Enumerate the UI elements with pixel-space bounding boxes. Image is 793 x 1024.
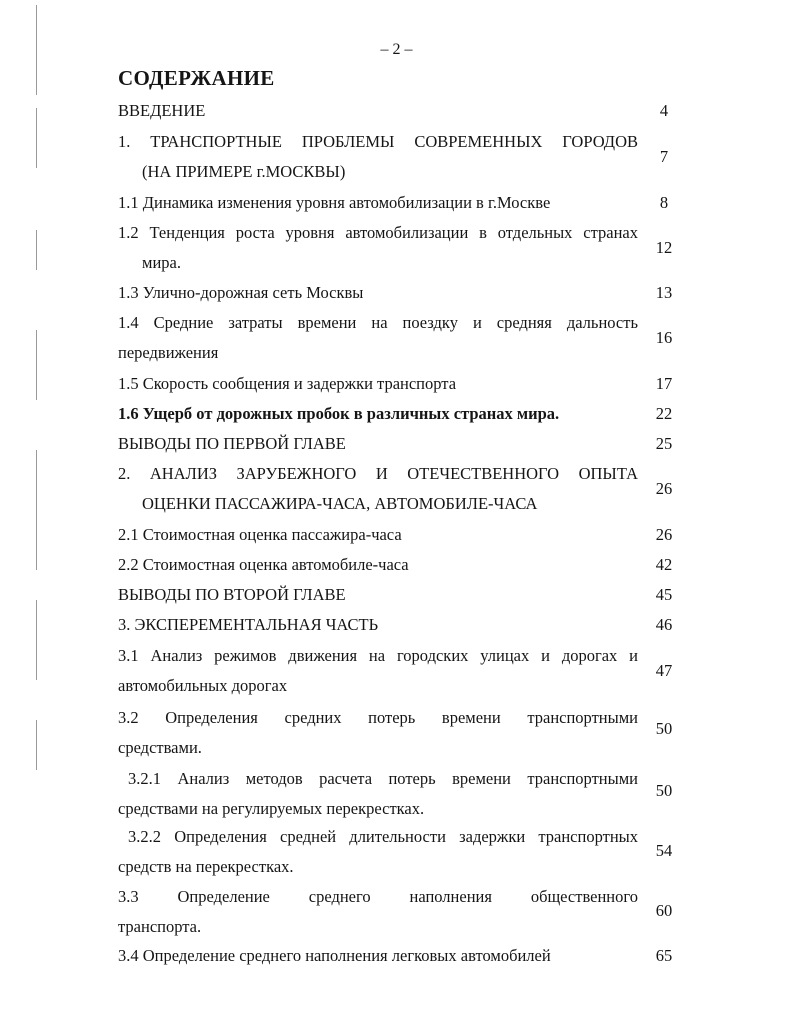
toc-page-1-1: 8: [659, 193, 669, 212]
toc-entry-text: 1.6 Ущерб от дорожных пробок в различных странах мира.: [118, 404, 560, 423]
toc-entry-2-2: [118, 550, 638, 580]
toc-entry-text: 3.1 Анализ режимов движения на городских улицах и дорогах и: [118, 646, 638, 665]
toc-entry-text-cont: ОЦЕНКИ ПАССАЖИРА-ЧАСА, АВТОМОБИЛЕ-ЧАСА: [142, 494, 538, 513]
toc-entry-text-cont: (НА ПРИМЕРЕ г.МОСКВЫ): [142, 162, 346, 181]
toc-page-intro: 4: [659, 101, 669, 120]
toc-page-3-2: 50: [655, 719, 673, 738]
toc-entry-1-5: [118, 369, 638, 399]
toc-entry-1-1: [118, 188, 638, 218]
toc-page-ch1: 7: [659, 147, 669, 166]
toc-entry-text: 1.2 Тенденция роста уровня автомобилизации в отдельных странах: [118, 223, 638, 242]
toc-entry-3-2-1: [118, 764, 638, 824]
toc-entry-text: 1.5 Скорость сообщения и задержки транспорта: [118, 374, 457, 393]
toc-entry-3-3: [118, 882, 638, 942]
toc-page-1-5: 17: [655, 374, 673, 393]
toc-entry-text: 3.2.1 Анализ методов расчета потерь времени транспортными: [128, 769, 638, 788]
page-title: СОДЕРЖАНИЕ: [118, 66, 275, 90]
toc-entry-text-cont: средств на перекрестках.: [118, 857, 294, 876]
toc-entry-text-cont: передвижения: [118, 343, 219, 362]
toc-entry-1-6: [118, 399, 638, 429]
toc-entry-text: 3.4 Определение среднего наполнения легковых автомобилей: [118, 946, 551, 965]
toc-entry-text-cont: транспорта.: [118, 917, 202, 936]
toc-entry-text: 1.1 Динамика изменения уровня автомобилизации в г.Москве: [118, 193, 551, 212]
toc-page-ch3: 46: [655, 615, 673, 634]
toc-entry-1-4: [118, 308, 638, 368]
toc-entry-text: 3.3 Определение среднего наполнения общественного: [118, 887, 638, 906]
toc-entry-text: ВЫВОДЫ ПО ВТОРОЙ ГЛАВЕ: [118, 585, 346, 604]
toc-entry-text: 2. АНАЛИЗ ЗАРУБЕЖНОГО И ОТЕЧЕСТВЕННОГО ОПЫТА: [118, 464, 638, 483]
toc-entry-text-cont: автомобильных дорогах: [118, 676, 288, 695]
toc-page-1-3: 13: [655, 283, 673, 302]
toc-entry-3-4: [118, 941, 638, 971]
toc-entry-conclusions-2: [118, 580, 638, 610]
page-number: – 2 –: [380, 41, 413, 58]
toc-entry-3-1: [118, 641, 638, 701]
toc-entry-conclusions-1: [118, 429, 638, 459]
toc-entry-text: ВЫВОДЫ ПО ПЕРВОЙ ГЛАВЕ: [118, 434, 346, 453]
toc-entry-text: 3. ЭКСПЕРЕМЕНТАЛЬНАЯ ЧАСТЬ: [118, 615, 379, 634]
toc-entry-2-1: [118, 520, 638, 550]
toc-page-3-2-1: 50: [655, 781, 673, 800]
toc-page-3-2-2: 54: [655, 841, 673, 860]
toc-entry-3-2: [118, 703, 638, 763]
toc-entry-text: 1. ТРАНСПОРТНЫЕ ПРОБЛЕМЫ СОВРЕМЕННЫХ ГОРОДОВ: [118, 132, 638, 151]
toc-entry-3-2-2: [118, 822, 638, 882]
toc-entry-text-cont: средствами на регулируемых перекрестках.: [118, 799, 425, 818]
toc-entry-text: 2.1 Стоимостная оценка пассажира-часа: [118, 525, 402, 544]
toc-page-2-1: 26: [655, 525, 673, 544]
toc-page-conclusions-2: 45: [655, 585, 673, 604]
toc-entry-1-3: [118, 278, 638, 308]
toc-entry-text: 3.2 Определения средних потерь времени транспортными: [118, 708, 638, 727]
toc-entry-ch3: [118, 610, 638, 640]
toc-entry-text-cont: средствами.: [118, 738, 202, 757]
toc-page-3-3: 60: [655, 901, 673, 920]
toc-page-conclusions-1: 25: [655, 434, 673, 453]
toc-entry-ch1: [118, 127, 638, 187]
toc-page-3-4: 65: [655, 946, 673, 965]
scan-binding-edge: [36, 0, 38, 1024]
toc-page-1-2: 12: [655, 238, 673, 257]
toc-page-3-1: 47: [655, 661, 673, 680]
toc-entry-1-2: [118, 218, 638, 278]
toc-entry-intro: [118, 96, 638, 126]
toc-page-2-2: 42: [655, 555, 673, 574]
toc-entry-text: 1.3 Улично-дорожная сеть Москвы: [118, 283, 364, 302]
toc-entry-text: 1.4 Средние затраты времени на поездку и средняя дальность: [118, 313, 638, 332]
toc-page-1-4: 16: [655, 328, 673, 347]
toc-entry-text: 3.2.2 Определения средней длительности задержки транспортных: [128, 827, 638, 846]
toc-entry-text-cont: мира.: [142, 253, 181, 272]
toc-entry-text: ВВЕДЕНИЕ: [118, 101, 206, 120]
toc-entry-ch2: [118, 459, 638, 519]
toc-entry-text: 2.2 Стоимостная оценка автомобиле-часа: [118, 555, 409, 574]
toc-page-1-6: 22: [655, 404, 673, 423]
toc-page-ch2: 26: [655, 479, 673, 498]
